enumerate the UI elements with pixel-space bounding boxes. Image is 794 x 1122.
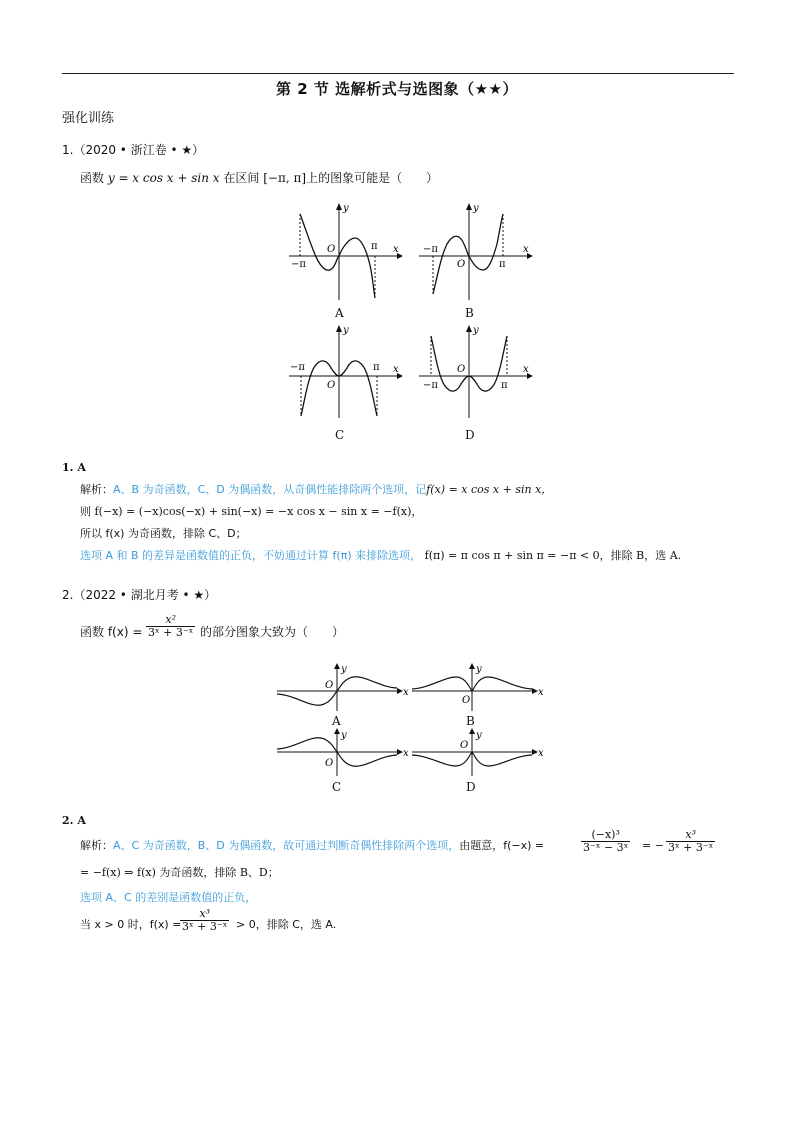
x-label: x	[523, 364, 529, 375]
y-label: y	[473, 203, 479, 214]
q2-solution-line4-b: > 0，排除 C，选 A.	[236, 918, 337, 931]
q2-label-d: D	[466, 780, 476, 794]
q1-solution-line2: 则 f(−x) = (−x)cos(−x) + sin(−x) = −x cos x − sin x = −f(x)，	[80, 505, 423, 518]
origin-label: O	[460, 740, 469, 751]
q2-stem-fraction: $\frac{\text{x²}}{\text{3ˣ + 3⁻ˣ}}$	[148, 613, 194, 639]
q1-solution-line1: 解析：A、B 为奇函数，C、D 为偶函数，从奇偶性能排除两个选项，记f(x) = x cos x + sin x，	[80, 483, 553, 496]
y-label: y	[341, 664, 347, 675]
q1-label-d: D	[465, 428, 475, 442]
y-label: y	[476, 730, 482, 741]
origin-label: O	[327, 244, 336, 255]
top-rule	[62, 73, 734, 74]
q1-label-a: A	[335, 306, 344, 320]
q1-solution-line4: 选项 A 和 B 的差异是函数值的正负，不妨通过计算 f(π) 来排除选项， f(π) = π cos π + sin π = −π < 0，排除 B，选 A.	[80, 549, 682, 562]
q1-graph-c	[285, 322, 405, 432]
y-label: y	[343, 203, 349, 214]
neg-pi-label: −π	[291, 259, 306, 270]
origin-label: O	[325, 758, 334, 769]
q1-graph-b	[415, 200, 535, 320]
q2-label-c: C	[332, 780, 342, 794]
q2-eq-sign: = −	[642, 839, 664, 852]
y-label: y	[341, 730, 347, 741]
q2-graph-d	[410, 730, 545, 780]
page-title: 第 2 节 选解析式与选图象（★★）	[276, 80, 518, 98]
q2-solution-line4-a: 当 x > 0 时，f(x) =	[80, 918, 182, 931]
neg-pi-label: −π	[423, 244, 438, 255]
q2-graph-a	[275, 663, 410, 713]
q2-label-b: B	[466, 714, 475, 728]
q2-graph-b	[410, 663, 545, 713]
q2-solution-line2: = −f(x) ⇒ f(x) 为奇函数，排除 B、D；	[80, 866, 279, 879]
x-label: x	[393, 244, 399, 255]
origin-label: O	[325, 680, 334, 691]
q2-solution-line1: 解析：A、C 为奇函数，B、D 为偶函数，故可通过判断奇偶性排除两个选项，由题意，f(−x) =	[80, 839, 545, 852]
y-label: y	[476, 664, 482, 675]
origin-label: O	[327, 380, 336, 391]
q1-graph-a	[285, 200, 405, 320]
q1-label-c: C	[335, 428, 345, 442]
pi-label: π	[371, 241, 378, 252]
neg-pi-label: −π	[423, 380, 438, 391]
q1-header: 1.（2020 • 浙江卷 • ★）	[62, 143, 205, 157]
x-label: x	[403, 687, 409, 698]
q2-stem-b: 的部分图象大致为（ ）	[200, 625, 345, 639]
x-label: x	[393, 364, 399, 375]
q2-graph-c	[275, 730, 410, 780]
origin-label: O	[457, 259, 466, 270]
origin-label: O	[462, 695, 471, 706]
y-label: y	[473, 325, 479, 336]
origin-label: O	[457, 364, 466, 375]
q2-solution-line3: 选项 A、C 的差别是函数值的正负，	[80, 891, 257, 904]
q2-header: 2.（2022 • 湖北月考 • ★）	[62, 588, 217, 602]
q1-solution-line3: 所以 f(x) 为奇函数，排除 C、D；	[80, 527, 247, 540]
section-heading: 强化训练	[62, 111, 115, 126]
q2-label-a: A	[332, 714, 341, 728]
x-label: x	[538, 687, 544, 698]
q2-stem-a: 函数 f(x) =	[80, 625, 143, 639]
q1-answer: 1. A	[62, 461, 86, 474]
q1-graph-d	[415, 322, 535, 432]
q1-label-b: B	[465, 306, 474, 320]
pi-label: π	[499, 259, 506, 270]
q1-stem: 函数 y = x cos x + sin x 在区间 [−π, π]上的图象可能是（ ）	[80, 171, 439, 185]
x-label: x	[523, 244, 529, 255]
q2-fraction-2: $\frac{\text{x³}}{\text{3ˣ + 3⁻ˣ}}$	[668, 828, 714, 854]
q2-answer: 2. A	[62, 814, 86, 827]
pi-label: π	[373, 362, 380, 373]
x-label: x	[538, 748, 544, 759]
pi-label: π	[501, 380, 508, 391]
q2-fraction-1: $\frac{\text{(−x)³}}{\text{3⁻ˣ − 3ˣ}}$	[583, 828, 629, 854]
y-label: y	[343, 325, 349, 336]
x-label: x	[403, 748, 409, 759]
neg-pi-label: −π	[290, 362, 305, 373]
q2-fraction-3: $\frac{\text{x³}}{\text{3ˣ + 3⁻ˣ}}$	[182, 907, 228, 933]
